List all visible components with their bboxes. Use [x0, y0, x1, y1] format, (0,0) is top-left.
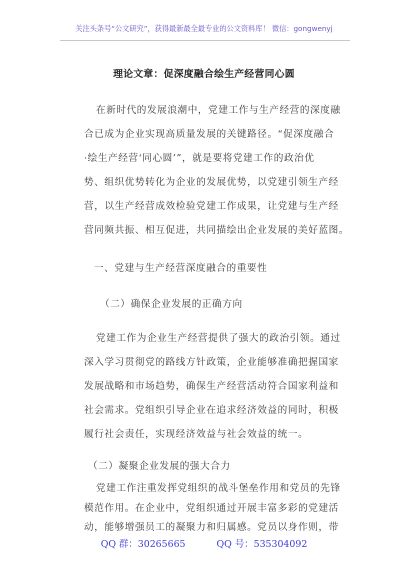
qq-number: QQ 号：535304092 — [216, 539, 308, 550]
paragraph-line: 社会需求。党组织引导企业在追求经济效益的同时，积极 — [84, 405, 339, 416]
subsection-heading: （二）确保企业发展的正确方向 — [100, 299, 243, 310]
paragraph-line: 履行社会责任，实现经济效益与社会效益的统一。 — [84, 429, 309, 440]
paragraph-line: 在新时代的发展浪潮中，党建工作与生产经营的深度融 — [96, 105, 341, 116]
paragraph-line: 势、组织优势转化为企业的发展优势，以党建引领生产经 — [84, 177, 339, 188]
qq-group: QQ 群：30265665 — [100, 539, 186, 550]
document-title: 理论文章：促深度融合绘生产经营同心圆 — [113, 69, 295, 80]
paragraph-line: 党建工作注重发挥党组织的战斗堡垒作用和党员的先锋 — [96, 483, 341, 494]
paragraph-line: 发展战略和市场趋势，确保生产经营活动符合国家利益和 — [84, 381, 339, 392]
footer-contact — [0, 536, 408, 550]
paragraph-line: 合已成为企业实现高质量发展的关键路径。“促深度融合 — [84, 129, 335, 140]
paragraph-line: 营同频共振、相互促进，共同描绘出企业发展的美好蓝图。 — [84, 225, 350, 236]
paragraph-line: 党建工作为企业生产经营提供了强大的政治引领。通过 — [96, 333, 341, 344]
header-banner: 关注头条号“公文研究”，获得最新最全最专业的公文资料库！ 微信：gongwenyj — [75, 24, 333, 33]
paragraph-line: 动，能够增强员工的凝聚力和归属感。党员以身作则，带 — [84, 522, 339, 533]
paragraph-line: ·绘生产经营‘同心圆’”，就是要将党建工作的政治优 — [84, 153, 315, 164]
header-divider — [60, 40, 350, 41]
section-heading: 一、党建与生产经营深度融合的重要性 — [94, 263, 268, 274]
paragraph-line: 营，以生产经营成效检验党建工作成果，让党建与生产经 — [84, 201, 339, 212]
paragraph-line: 深入学习贯彻党的路线方针政策，企业能够准确把握国家 — [84, 357, 339, 368]
paragraph-line: 模范作用。在企业中，党组织通过开展丰富多彩的党建活 — [84, 503, 339, 514]
subsection-heading: （二）凝聚企业发展的强大合力 — [88, 461, 231, 472]
